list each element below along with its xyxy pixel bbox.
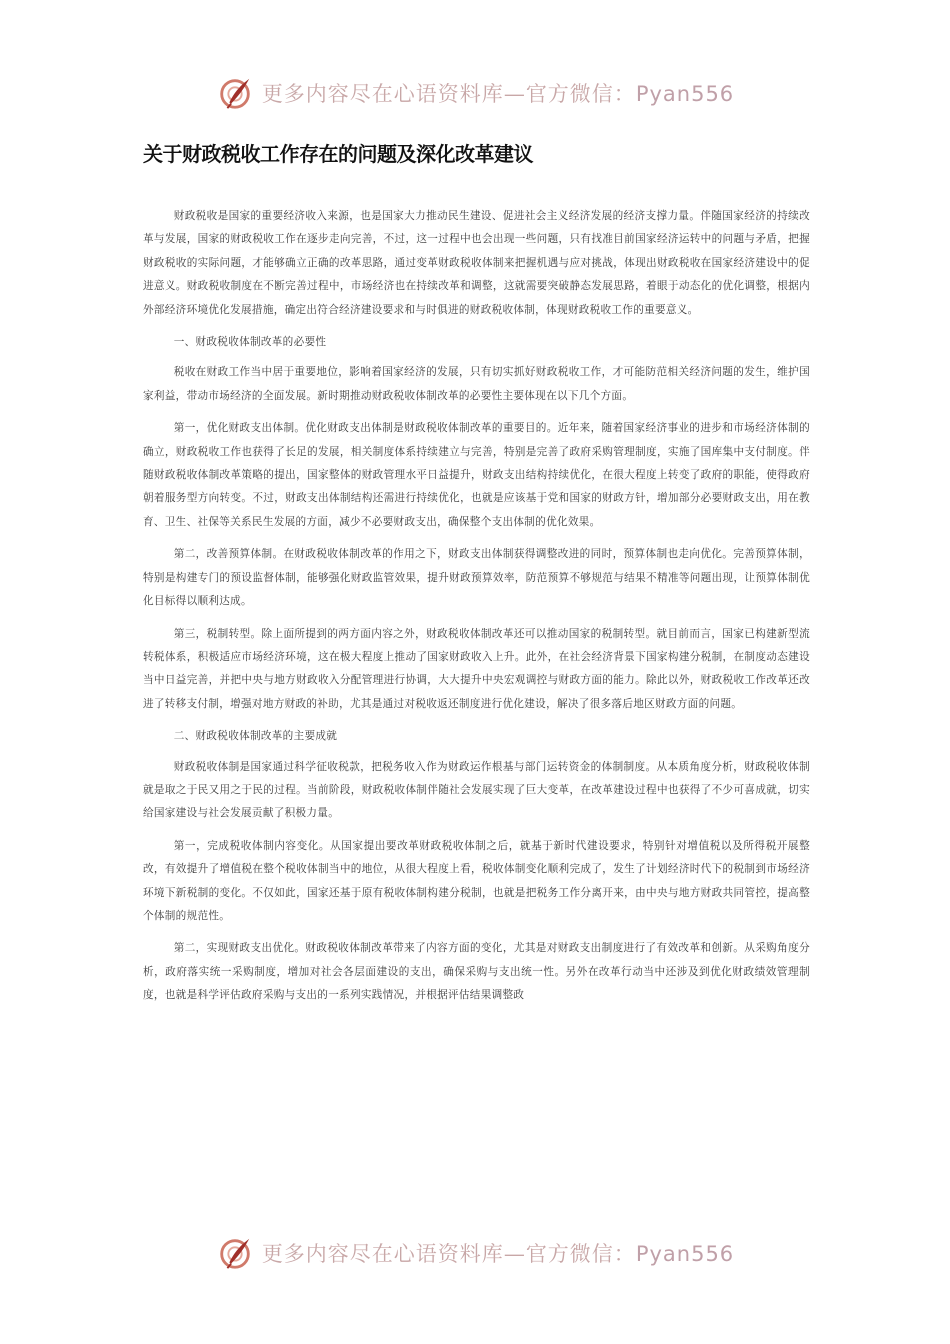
watermark-wechat-label: 官方微信： — [525, 82, 636, 106]
document-title: 关于财政税收工作存在的问题及深化改革建议 — [143, 142, 533, 166]
watermark-wechat-label: 官方微信： — [525, 1242, 636, 1266]
watermark-site-text: 更多内容尽在心语资料库 — [261, 82, 504, 106]
paragraph-2-intro: 财政税收体制是国家通过科学征收税款，把税务收入作为财政运作根基与部门运转资金的体制制度。从本质角度分析，财政税收体制就是取之于民又用之于民的过程。当前阶段，财政税收体制伴随社会发展实现了巨大变革，在改革建设过程中也获得了不少可喜成就，切实给国家建设与社会发展贡献了积极力量。 — [143, 760, 810, 820]
paragraph-2-point-1: 第一，完成税收体制内容变化。从国家提出要改革财政税收体制之后，就基于新时代建设要求，特别针对增值税以及所得税开展整改，有效提升了增值税在整个税收体制当中的地位，从很大程度上看，税收体制变化顺利完成了，发生了计划经济时代下的税制到市场经济环境下新税制的变化。不仅如此，国家还基于原有税收体制构建分税制，也就是把税务工作分离开来，由中央与地方财政共同管控，提高整个体制的规范性。 — [143, 839, 810, 922]
paragraph-1-point-1: 第一，优化财政支出体制。优化财政支出体制是财政税收体制改革的重要目的。近年来，随着国家经济事业的进步和市场经济体制的确立，财政税收工作也获得了长足的发展，相关制度体系持续建立与完善，特别是完善了政府采购管理制度，实施了国库集中支付制度。伴随财政税收体制改革策略的提出，国家整体的财政管理水平日益提升，财政支出结构持续优化，在很大程度上转变了政府的职能，使得政府朝着服务型方向转变。不过，财政支出体制结构还需进行持续优化，也就是应该基于党和国家的财政方针，增加部分必要财政支出，用在教育、卫生、社保等关系民生发展的方面，减少不必要财政支出，确保整个支出体制的优化效果。 — [143, 422, 810, 528]
paragraph-intro: 财政税收是国家的重要经济收入来源，也是国家大力推动民生建设、促进社会主义经济发展的经济支撑力量。伴随国家经济的持续改革与发展，国家的财政税收工作在逐步走向完善，不过，这一过程中也会出现一些问题，只有找准目前国家经济运转中的问题与矛盾，把握财政税收的实际问题，才能够确立正确的改革思路，通过变革财政税收体制来把握机遇与应对挑战，体现出财政税收在国家经济建设中的促进意义。财政税收制度在不断完善过程中，市场经济也在持续改革和调整，这就需要突破静态发展思路，着眼于动态化的优化调整，根据内外部经济环境优化发展措施，确定出符合经济建设要求和与时俱进的财政税收体制，体现财政税收工作的重要意义。 — [143, 210, 810, 316]
document-body — [143, 205, 810, 1017]
paragraph-1-point-2: 第二，改善预算体制。在财政税收体制改革的作用之下，财政支出体制获得调整改进的同时，预算体制也走向优化。完善预算体制，特别是构建专门的预设监督体制，能够强化财政监管效果，提升财政预算效率，防范预算不够规范与结果不精准等问题出现，让预算体制优化目标得以顺利达成。 — [143, 548, 810, 608]
watermark-text — [262, 78, 734, 108]
watermark-separator: — — [503, 1242, 526, 1266]
quill-seal-logo-icon — [216, 1234, 254, 1272]
watermark-banner-top — [0, 68, 950, 118]
section-heading-1: 一、财政税收体制改革的必要性 — [173, 336, 327, 349]
watermark-banner-bottom — [0, 1228, 950, 1278]
section-heading-2: 二、财政税收体制改革的主要成就 — [173, 730, 338, 743]
watermark-handle: Pyan556 — [635, 1242, 735, 1266]
paragraph-1-point-3: 第三，税制转型。除上面所提到的两方面内容之外，财政税收体制改革还可以推动国家的税制转型。就目前而言，国家已构建新型流转税体系，积极适应市场经济环境，这在极大程度上推动了国家财政收入上升。此外，在社会经济背景下国家构建分税制，在制度动态建设当中日益完善，并把中央与地方财政收入分配管理进行协调，大大提升中央宏观调控与财政方面的能力。除此以外，财政税收工作改革还改进了转移支付制，增强对地方财政的补助，尤其是通过对税收返还制度进行优化建设，解决了很多落后地区财政方面的问题。 — [143, 627, 810, 710]
paragraph-2-point-2: 第二，实现财政支出优化。财政税收体制改革带来了内容方面的变化，尤其是对财政支出制度进行了有效改革和创新。从采购角度分析，政府落实统一采购制度，增加对社会各层面建设的支出，确保采购与支出统一性。另外在改革行动当中还涉及到优化财政绩效管理制度，也就是科学评估政府采购与支出的一系列实践情况，并根据评估结果调整政 — [143, 942, 810, 1002]
watermark-site-text: 更多内容尽在心语资料库 — [261, 1242, 504, 1266]
watermark-text — [262, 1238, 734, 1268]
paragraph-1-intro: 税收在财政工作当中居于重要地位，影响着国家经济的发展，只有切实抓好财政税收工作，才可能防范相关经济问题的发生，维护国家利益，带动市场经济的全面发展。新时期推动财政税收体制改革的必要性主要体现在以下几个方面。 — [143, 366, 810, 402]
watermark-separator: — — [503, 82, 526, 106]
watermark-handle: Pyan556 — [635, 82, 735, 106]
quill-seal-logo-icon — [216, 74, 254, 112]
